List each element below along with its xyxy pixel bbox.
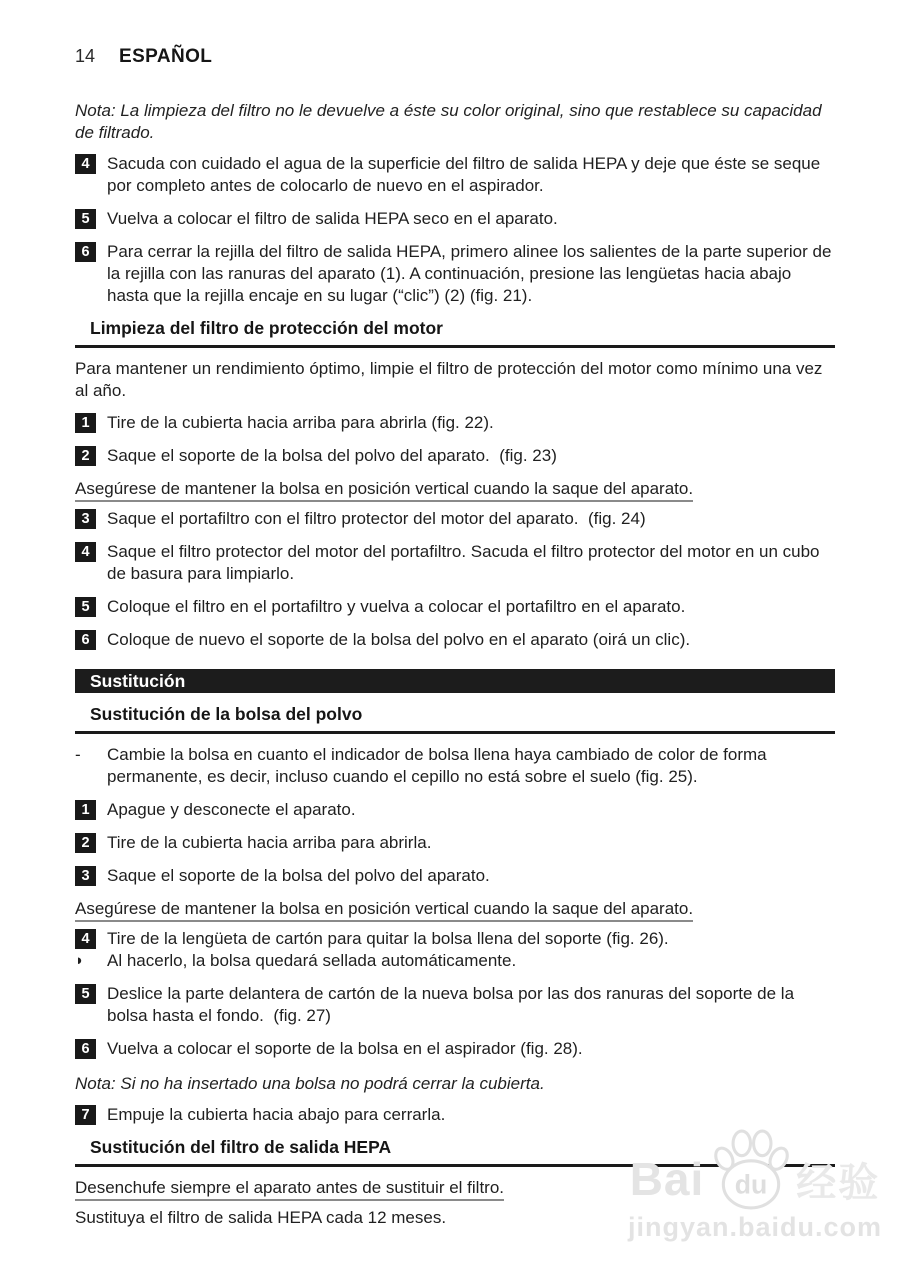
step-text: Para cerrar la rejilla del filtro de salida HEPA, primero alinee los salientes de la parte superior de la rejilla con las ranuras del aparato (1). A continuación, presione las lengüetas hacia abajo hasta que la rejilla encaje en su lugar (“clic”) (2) (fig. 21).	[107, 242, 837, 305]
warning-text: Asegúrese de mantener la bolsa en posición vertical cuando la saque del aparato.	[75, 479, 693, 502]
step-item	[75, 629, 835, 651]
warning-paragraph	[75, 898, 835, 920]
step-item	[75, 983, 835, 1027]
step-number-badge: 7	[75, 1105, 96, 1125]
step-item	[75, 412, 835, 434]
subsection-heading: Sustitución del filtro de salida HEPA	[75, 1137, 835, 1167]
page-number: 14	[75, 46, 96, 66]
step-item	[75, 865, 835, 887]
step-number-badge: 1	[75, 413, 96, 433]
watermark-du-text: du	[735, 1169, 768, 1200]
step-text: Empuje la cubierta hacia abajo para cerrarla.	[107, 1105, 446, 1124]
step-item	[75, 241, 835, 307]
step-item	[75, 596, 835, 618]
step-number-badge: 6	[75, 242, 96, 262]
step-text: Tire de la cubierta hacia arriba para abrirla (fig. 22).	[107, 413, 494, 432]
warning-text: Asegúrese de mantener la bolsa en posición vertical cuando la saque del aparato.	[75, 899, 693, 922]
bullet-item	[75, 950, 835, 972]
step-text: Saque el filtro protector del motor del portafiltro. Sacuda el filtro protector del motor en un cubo de basura para limpiarlo.	[107, 542, 825, 583]
step-text: Saque el soporte de la bolsa del polvo del aparato. (fig. 23)	[107, 446, 557, 465]
dash-marker: -	[75, 745, 81, 764]
step-item	[75, 799, 835, 821]
step-item	[75, 541, 835, 585]
page-header	[75, 46, 835, 68]
step-number-badge: 2	[75, 833, 96, 853]
dash-item	[75, 744, 835, 788]
baidu-jingyan-watermark	[628, 1146, 882, 1243]
step-number-badge: 5	[75, 209, 96, 229]
bullet-icon: ◗	[75, 952, 85, 969]
step-item	[75, 208, 835, 230]
warning-text: Desenchufe siempre el aparato antes de sustituir el filtro.	[75, 1178, 504, 1201]
dash-text: Cambie la bolsa en cuanto el indicador de bolsa llena haya cambiado de color de forma permanente, es decir, incluso cuando el cepillo no está sobre el suelo (fig. 25).	[107, 745, 772, 786]
step-text: Apague y desconecte el aparato.	[107, 800, 356, 819]
bullet-text: Al hacerlo, la bolsa quedará sellada automáticamente.	[107, 951, 517, 970]
step-item	[75, 1104, 835, 1126]
step-text: Saque el soporte de la bolsa del polvo del aparato.	[107, 866, 490, 885]
step-number-badge: 5	[75, 597, 96, 617]
step-number-badge: 4	[75, 929, 96, 949]
step-number-badge: 6	[75, 630, 96, 650]
step-item	[75, 153, 835, 197]
body-paragraph: Para mantener un rendimiento óptimo, limpie el filtro de protección del motor como mínimo una vez al año.	[75, 359, 823, 400]
note-paragraph: Nota: La limpieza del filtro no le devuelve a éste su color original, sino que restablece su capacidad de filtrado.	[75, 101, 822, 142]
step-number-badge: 5	[75, 984, 96, 1004]
baidu-paw-icon	[708, 1128, 794, 1212]
step-number-badge: 1	[75, 800, 96, 820]
watermark-jingyan-text: 经验	[796, 1160, 881, 1205]
step-text: Saque el portafiltro con el filtro protector del motor del aparato. (fig. 24)	[107, 509, 646, 528]
watermark-url: jingyan.baidu.com	[627, 1212, 882, 1242]
note-paragraph: Nota: Si no ha insertado una bolsa no podrá cerrar la cubierta.	[75, 1074, 545, 1093]
step-text: Vuelva a colocar el soporte de la bolsa en el aspirador (fig. 28).	[107, 1039, 583, 1058]
step-text: Coloque de nuevo el soporte de la bolsa del polvo en el aparato (oirá un clic).	[107, 630, 691, 649]
section-bar: Sustitución	[75, 669, 835, 693]
step-text: Tire de la lengüeta de cartón para quitar la bolsa llena del soporte (fig. 26).	[107, 929, 669, 948]
subsection-heading: Limpieza del filtro de protección del motor	[75, 318, 835, 348]
step-text: Sacuda con cuidado el agua de la superficie del filtro de salida HEPA y deje que éste se seque por completo antes de colocarlo de nuevo en el aspirador.	[107, 154, 825, 195]
warning-paragraph	[75, 478, 835, 500]
step-number-badge: 4	[75, 542, 96, 562]
watermark-bai-text: Bai	[629, 1153, 705, 1205]
step-item	[75, 1038, 835, 1060]
step-number-badge: 4	[75, 154, 96, 174]
subsection-heading: Sustitución de la bolsa del polvo	[75, 704, 835, 734]
page-language-title: ESPAÑOL	[119, 46, 213, 67]
step-number-badge: 6	[75, 1039, 96, 1059]
step-text: Coloque el filtro en el portafiltro y vuelva a colocar el portafiltro en el aparato.	[107, 597, 686, 616]
step-number-badge: 2	[75, 446, 96, 466]
step-item	[75, 508, 835, 530]
step-text: Tire de la cubierta hacia arriba para abrirla.	[107, 833, 432, 852]
step-item	[75, 832, 835, 854]
step-text: Vuelva a colocar el filtro de salida HEPA seco en el aparato.	[107, 209, 558, 228]
body-paragraph: Sustituya el filtro de salida HEPA cada 12 meses.	[75, 1208, 447, 1227]
step-text: Deslice la parte delantera de cartón de la nueva bolsa por las dos ranuras del soporte de la bolsa hasta el fondo. (fig. 27)	[107, 984, 799, 1025]
step-number-badge: 3	[75, 509, 96, 529]
step-item	[75, 445, 835, 467]
step-number-badge: 3	[75, 866, 96, 886]
step-item	[75, 928, 835, 950]
watermark-logo-row	[628, 1146, 882, 1212]
